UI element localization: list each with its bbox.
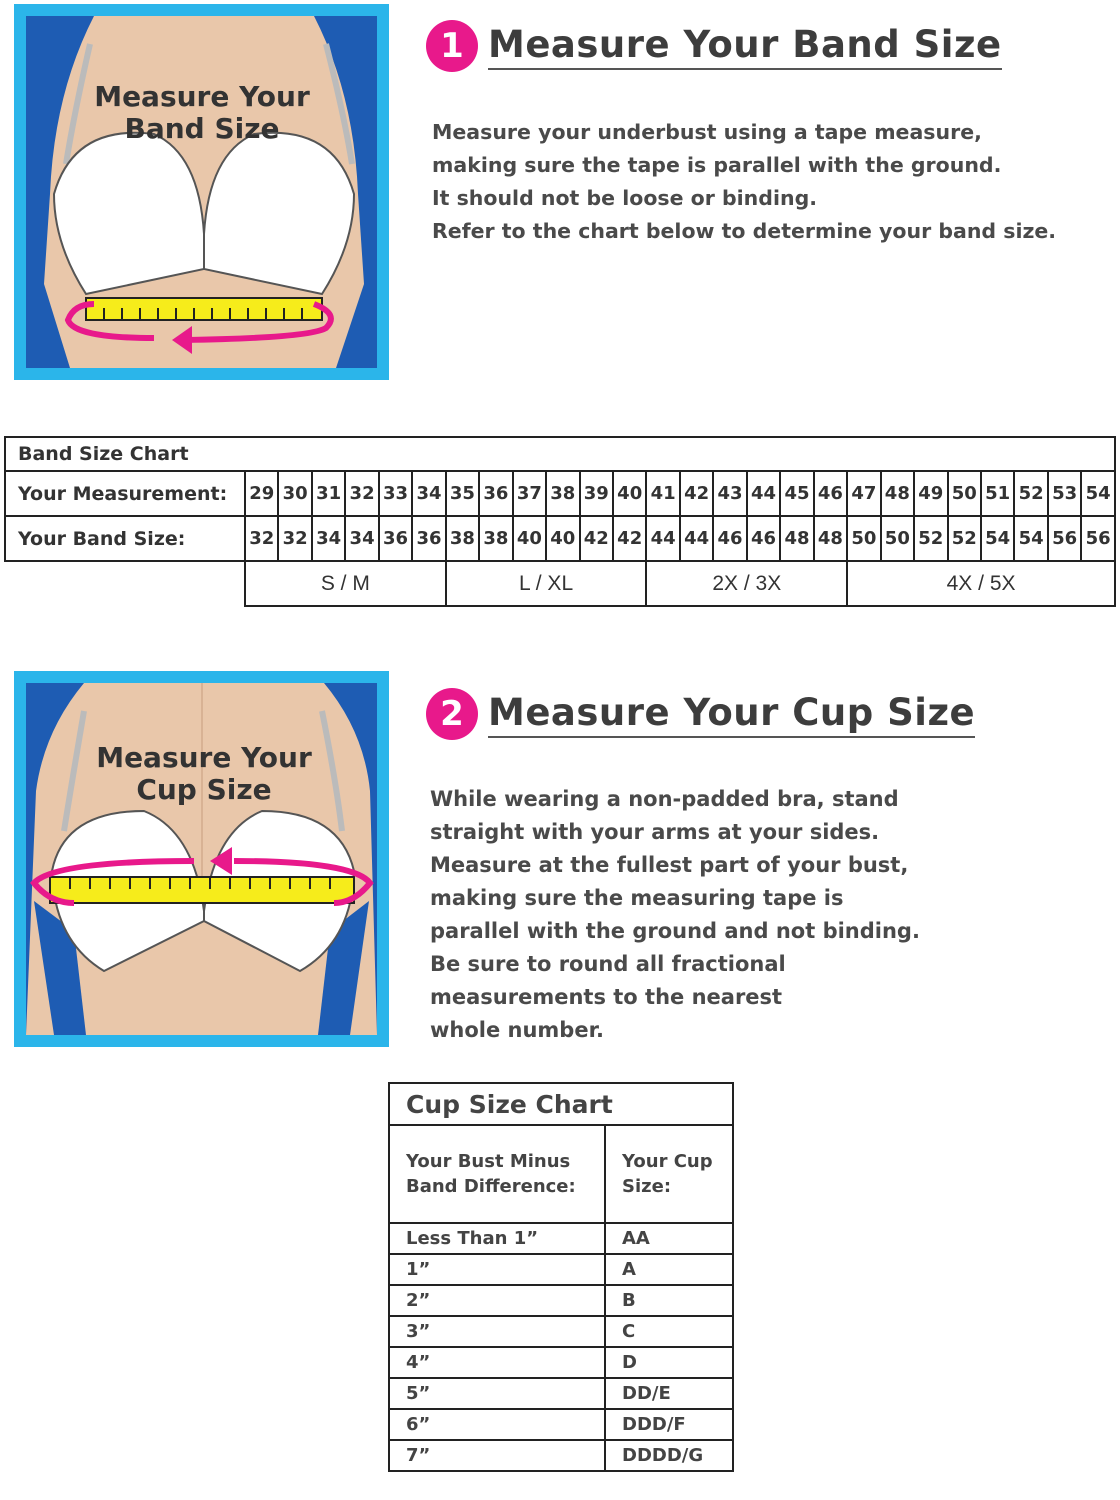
size-range-cell: L / XL: [446, 561, 647, 606]
cup-title: Measure Your Cup Size: [488, 691, 975, 738]
cup-size-cell: B: [605, 1285, 733, 1316]
measurement-label: Your Measurement:: [5, 471, 245, 516]
bust-difference-cell: 1”: [389, 1254, 605, 1285]
band-size-cell: 54: [1014, 516, 1047, 561]
measurement-cell: 45: [780, 471, 813, 516]
bust-difference-cell: Less Than 1”: [389, 1223, 605, 1254]
bust-difference-cell: 5”: [389, 1378, 605, 1409]
instruction-line: measurements to the nearest: [430, 985, 783, 1009]
cup-size-header-line: Your Cup: [622, 1151, 713, 1172]
table-row: [389, 1347, 733, 1378]
band-size-cell: 42: [580, 516, 613, 561]
cup-heading: [426, 688, 975, 740]
table-row: [389, 1378, 733, 1409]
measurement-cell: 41: [646, 471, 679, 516]
cup-chart-title: Cup Size Chart: [389, 1083, 733, 1125]
bust-difference-cell: 4”: [389, 1347, 605, 1378]
cup-size-cell: AA: [605, 1223, 733, 1254]
measurement-cell: 50: [948, 471, 981, 516]
table-row: [389, 1409, 733, 1440]
measurement-cell: 32: [345, 471, 378, 516]
cup-size-cell: A: [605, 1254, 733, 1285]
band-size-cell: 32: [278, 516, 311, 561]
bust-difference-header: [389, 1125, 605, 1223]
instruction-line: whole number.: [430, 1018, 604, 1042]
band-size-cell: 56: [1081, 516, 1115, 561]
band-size-chart: [4, 436, 1116, 607]
band-size-cell: 38: [446, 516, 479, 561]
band-size-cell: 52: [948, 516, 981, 561]
band-size-cell: 42: [613, 516, 646, 561]
table-row: [389, 1440, 733, 1471]
measurement-cell: 44: [747, 471, 780, 516]
band-size-cell: 54: [981, 516, 1014, 561]
cup-size-chart: [388, 1082, 734, 1472]
instruction-line: parallel with the ground and not binding.: [430, 919, 920, 943]
step-2-badge: 2: [426, 688, 478, 740]
instruction-line: Be sure to round all fractional: [430, 952, 786, 976]
step-1-badge: 1: [426, 20, 478, 72]
instruction-line: Refer to the chart below to determine your band size.: [432, 219, 1057, 243]
measurement-cell: 31: [312, 471, 345, 516]
band-size-cell: 36: [412, 516, 445, 561]
blank-cell: [5, 561, 245, 606]
band-size-cell: 50: [881, 516, 914, 561]
measurement-cell: 51: [981, 471, 1014, 516]
instruction-line: It should not be loose or binding.: [432, 186, 818, 210]
size-range-row: [5, 561, 1115, 606]
cup-size-cell: D: [605, 1347, 733, 1378]
band-illustration: [14, 4, 389, 380]
instruction-line: making sure the measuring tape is: [430, 886, 844, 910]
measurement-cell: 34: [412, 471, 445, 516]
band-illustration-label-2: Band Size: [124, 112, 280, 145]
measurement-row: [5, 471, 1115, 516]
cup-instructions: [430, 783, 920, 1047]
cup-size-cell: DD/E: [605, 1378, 733, 1409]
instruction-line: straight with your arms at your sides.: [430, 820, 880, 844]
bust-difference-header-line: Band Difference:: [406, 1176, 576, 1197]
band-size-cell: 38: [479, 516, 512, 561]
measurement-cell: 29: [245, 471, 278, 516]
measurement-cell: 48: [881, 471, 914, 516]
measurement-cell: 52: [1014, 471, 1047, 516]
band-size-cell: 48: [780, 516, 813, 561]
bust-difference-cell: 6”: [389, 1409, 605, 1440]
band-chart-title: Band Size Chart: [5, 437, 1115, 471]
band-size-cell: 50: [847, 516, 880, 561]
band-size-cell: 32: [245, 516, 278, 561]
cup-size-header-line: Size:: [622, 1176, 672, 1197]
measurement-cell: 38: [546, 471, 579, 516]
measurement-cell: 30: [278, 471, 311, 516]
measurement-cell: 46: [814, 471, 847, 516]
band-size-cell: 56: [1048, 516, 1081, 561]
measurement-cell: 35: [446, 471, 479, 516]
band-instructions: [432, 116, 1056, 248]
bust-difference-header-line: Your Bust Minus: [406, 1151, 571, 1172]
measurement-cell: 36: [479, 471, 512, 516]
instruction-line: Measure at the fullest part of your bust,: [430, 853, 909, 877]
size-range-cell: 4X / 5X: [847, 561, 1115, 606]
band-size-cell: 48: [814, 516, 847, 561]
band-size-cell: 44: [680, 516, 713, 561]
band-illustration-label-1: Measure Your: [94, 80, 310, 113]
measurement-cell: 40: [613, 471, 646, 516]
band-size-cell: 34: [345, 516, 378, 561]
measurement-cell: 54: [1081, 471, 1115, 516]
measurement-cell: 53: [1048, 471, 1081, 516]
measurement-cell: 47: [847, 471, 880, 516]
bust-difference-cell: 7”: [389, 1440, 605, 1471]
measurement-cell: 43: [713, 471, 746, 516]
band-heading: [426, 20, 1002, 72]
band-size-row: [5, 516, 1115, 561]
instruction-line: While wearing a non-padded bra, stand: [430, 787, 899, 811]
band-title: Measure Your Band Size: [488, 23, 1002, 70]
measurement-cell: 42: [680, 471, 713, 516]
band-size-cell: 52: [914, 516, 947, 561]
table-row: [389, 1285, 733, 1316]
cup-size-cell: DDD/F: [605, 1409, 733, 1440]
size-range-cell: 2X / 3X: [646, 561, 847, 606]
table-row: [389, 1223, 733, 1254]
band-size-cell: 44: [646, 516, 679, 561]
instruction-line: Measure your underbust using a tape measure,: [432, 120, 982, 144]
measurement-cell: 33: [379, 471, 412, 516]
band-size-cell: 46: [747, 516, 780, 561]
bust-difference-cell: 3”: [389, 1316, 605, 1347]
cup-size-header: [605, 1125, 733, 1223]
band-size-cell: 40: [513, 516, 546, 561]
table-row: [389, 1316, 733, 1347]
band-size-cell: 46: [713, 516, 746, 561]
bust-difference-cell: 2”: [389, 1285, 605, 1316]
cup-illustration-label-2: Cup Size: [136, 773, 272, 806]
table-row: [389, 1254, 733, 1285]
band-size-cell: 40: [546, 516, 579, 561]
size-range-cell: S / M: [245, 561, 446, 606]
measurement-cell: 39: [580, 471, 613, 516]
band-size-label: Your Band Size:: [5, 516, 245, 561]
measurement-cell: 49: [914, 471, 947, 516]
cup-illustration: [14, 671, 389, 1047]
measurement-cell: 37: [513, 471, 546, 516]
band-size-cell: 36: [379, 516, 412, 561]
cup-size-cell: DDDD/G: [605, 1440, 733, 1471]
instruction-line: making sure the tape is parallel with the ground.: [432, 153, 1002, 177]
cup-illustration-label-1: Measure Your: [96, 741, 312, 774]
band-size-cell: 34: [312, 516, 345, 561]
cup-size-cell: C: [605, 1316, 733, 1347]
